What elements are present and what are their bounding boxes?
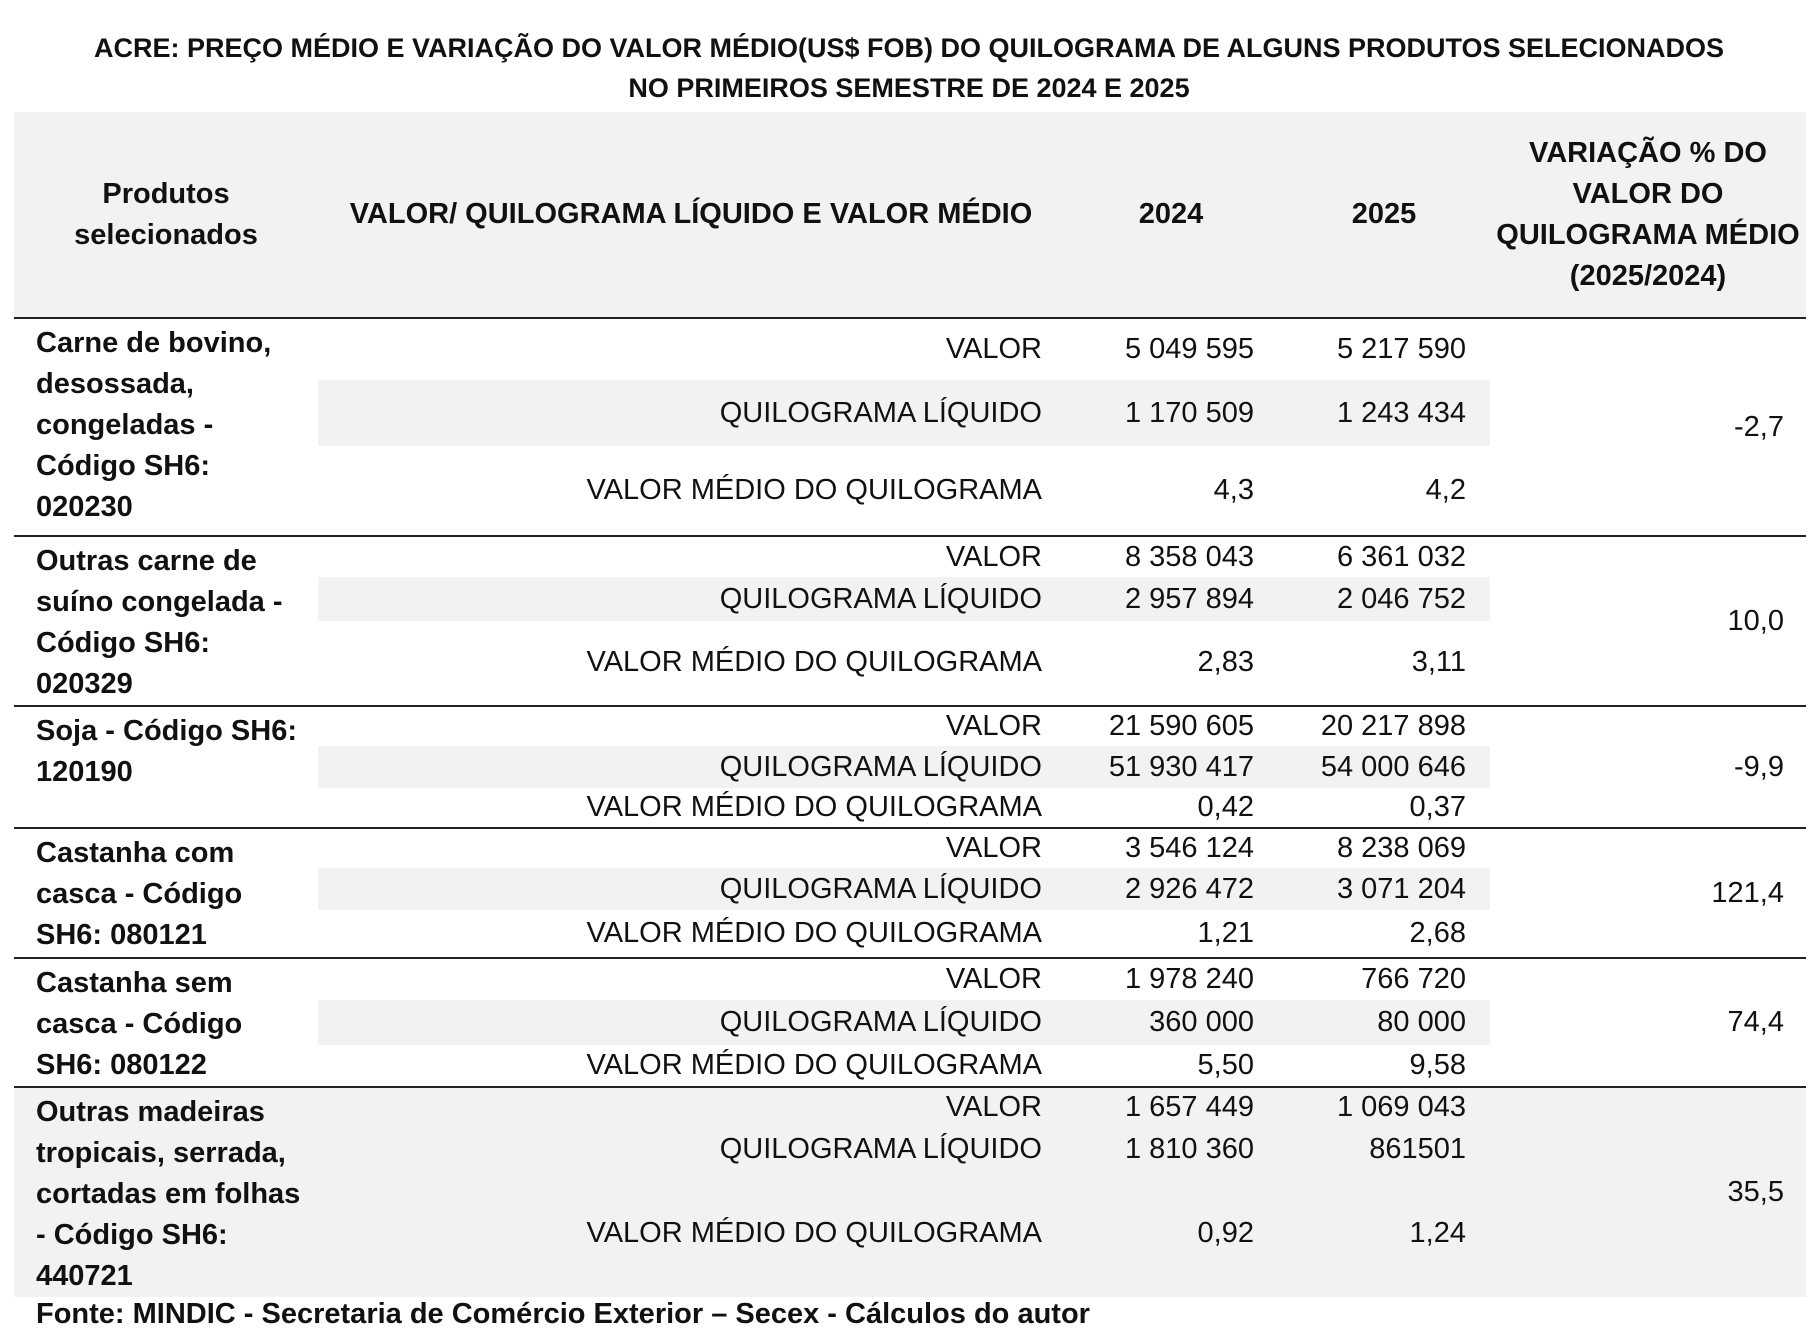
value-2024: 51 930 417	[1064, 746, 1278, 788]
measure-label: VALOR	[945, 963, 1042, 996]
value-2025: 9,58	[1278, 1045, 1490, 1087]
value-2025: 3,11	[1278, 621, 1490, 706]
measure-label: QUILOGRAMA LÍQUIDO	[318, 577, 1064, 621]
prices-table	[14, 112, 1806, 1297]
measure-label: VALOR	[945, 333, 1042, 365]
value-2025: 2 046 752	[1278, 577, 1490, 621]
header-2024: 2024	[1064, 112, 1278, 318]
value-2024: 0,42	[1064, 788, 1278, 828]
measure-label: VALOR MÉDIO DO QUILOGRAMA	[318, 1171, 1064, 1297]
value-2025: 1,24	[1278, 1171, 1490, 1297]
value-2024: 5 049 595	[1124, 333, 1254, 365]
measure-label: VALOR	[945, 710, 1042, 742]
measure-label: QUILOGRAMA LÍQUIDO	[318, 746, 1064, 788]
measure-label: VALOR MÉDIO DO QUILOGRAMA	[318, 446, 1064, 536]
variation-value: 35,5	[1490, 1087, 1806, 1297]
measure-label: QUILOGRAMA LÍQUIDO	[318, 380, 1064, 446]
value-2024: 0,92	[1064, 1171, 1278, 1297]
product-name: Outras madeiras tropicais, serrada, cortadas em folhas - Código SH6: 440721	[14, 1087, 318, 1297]
value-2025: 0,37	[1278, 788, 1490, 828]
header-measure: VALOR/ QUILOGRAMA LÍQUIDO E VALOR MÉDIO	[318, 112, 1064, 318]
value-2025: 5 217 590	[1336, 333, 1466, 365]
value-2025: 8 238 069	[1336, 832, 1466, 864]
value-2025: 2,68	[1278, 910, 1490, 958]
value-2025: 54 000 646	[1278, 746, 1490, 788]
variation-value: 74,4	[1490, 958, 1806, 1087]
value-2025: 1 243 434	[1278, 380, 1490, 446]
value-2025: 766 720	[1361, 963, 1466, 996]
header-product: Produtos selecionados	[14, 112, 318, 318]
value-2025: 80 000	[1278, 1000, 1490, 1044]
measure-label: VALOR MÉDIO DO QUILOGRAMA	[318, 1045, 1064, 1087]
measure-label: VALOR MÉDIO DO QUILOGRAMA	[318, 910, 1064, 958]
variation-value: 10,0	[1490, 536, 1806, 706]
product-name: Castanha com casca - Código SH6: 080121	[14, 828, 318, 958]
table-row	[14, 706, 1806, 746]
value-2025: 3 071 204	[1278, 868, 1490, 910]
table-body	[14, 318, 1806, 1297]
value-2024: 1 810 360	[1064, 1128, 1278, 1171]
value-2024: 3 546 124	[1124, 832, 1254, 864]
value-2024: 5,50	[1064, 1045, 1278, 1087]
variation-value: 121,4	[1490, 828, 1806, 958]
value-2024: 21 590 605	[1108, 710, 1254, 742]
value-2025: 4,2	[1278, 446, 1490, 536]
value-2024: 8 358 043	[1124, 540, 1254, 573]
value-2024: 360 000	[1064, 1000, 1278, 1044]
value-2024: 1 170 509	[1064, 380, 1278, 446]
value-2025: 6 361 032	[1336, 540, 1466, 573]
source-note: Fonte: MINDIC - Secretaria de Comércio Exterior – Secex - Cálculos do autor	[36, 1298, 1090, 1330]
table-row	[14, 1087, 1806, 1128]
value-2024: 1 657 449	[1064, 1087, 1278, 1128]
table-row	[14, 536, 1806, 577]
table-row	[14, 958, 1806, 1000]
value-2024: 2 957 894	[1064, 577, 1278, 621]
variation-value: -9,9	[1490, 706, 1806, 828]
variation-value: -2,7	[1490, 318, 1806, 536]
value-2024: 4,3	[1064, 446, 1278, 536]
value-2024: 1 978 240	[1124, 963, 1254, 996]
measure-label: QUILOGRAMA LÍQUIDO	[318, 1128, 1064, 1171]
header-2025: 2025	[1278, 112, 1490, 318]
header-variation: VARIAÇÃO % DO VALOR DO QUILOGRAMA MÉDIO (2025/2024)	[1490, 112, 1806, 318]
value-2025: 1 069 043	[1278, 1087, 1490, 1128]
value-2024: 1,21	[1064, 910, 1278, 958]
product-name: Carne de bovino, desossada, congeladas - Código SH6: 020230	[14, 318, 318, 536]
product-name: Outras carne de suíno congelada - Código SH6: 020329	[14, 536, 318, 706]
table-title-line-1: ACRE: PREÇO MÉDIO E VARIAÇÃO DO VALOR MÉDIO(US$ FOB) DO QUILOGRAMA DE ALGUNS PRODUTOS SELECIONADOS	[93, 33, 1725, 63]
table-row	[14, 828, 1806, 868]
table-row	[14, 318, 1806, 380]
header-row	[14, 112, 1806, 318]
measure-label: VALOR MÉDIO DO QUILOGRAMA	[318, 621, 1064, 706]
measure-label: VALOR	[945, 540, 1042, 573]
product-name: Castanha sem casca - Código SH6: 080122	[14, 958, 318, 1087]
measure-label: VALOR MÉDIO DO QUILOGRAMA	[318, 788, 1064, 828]
table-title-line-2: NO PRIMEIROS SEMESTRE DE 2024 E 2025	[628, 73, 1190, 103]
measure-label: QUILOGRAMA LÍQUIDO	[318, 1000, 1064, 1044]
measure-label: VALOR	[945, 832, 1042, 864]
value-2025: 20 217 898	[1320, 710, 1466, 742]
measure-label: VALOR	[318, 1087, 1064, 1128]
product-name: Soja - Código SH6: 120190	[14, 706, 318, 828]
table-title	[0, 28, 1818, 108]
value-2024: 2 926 472	[1064, 868, 1278, 910]
value-2024: 2,83	[1064, 621, 1278, 706]
value-2025: 861501	[1278, 1128, 1490, 1171]
measure-label: QUILOGRAMA LÍQUIDO	[318, 868, 1064, 910]
